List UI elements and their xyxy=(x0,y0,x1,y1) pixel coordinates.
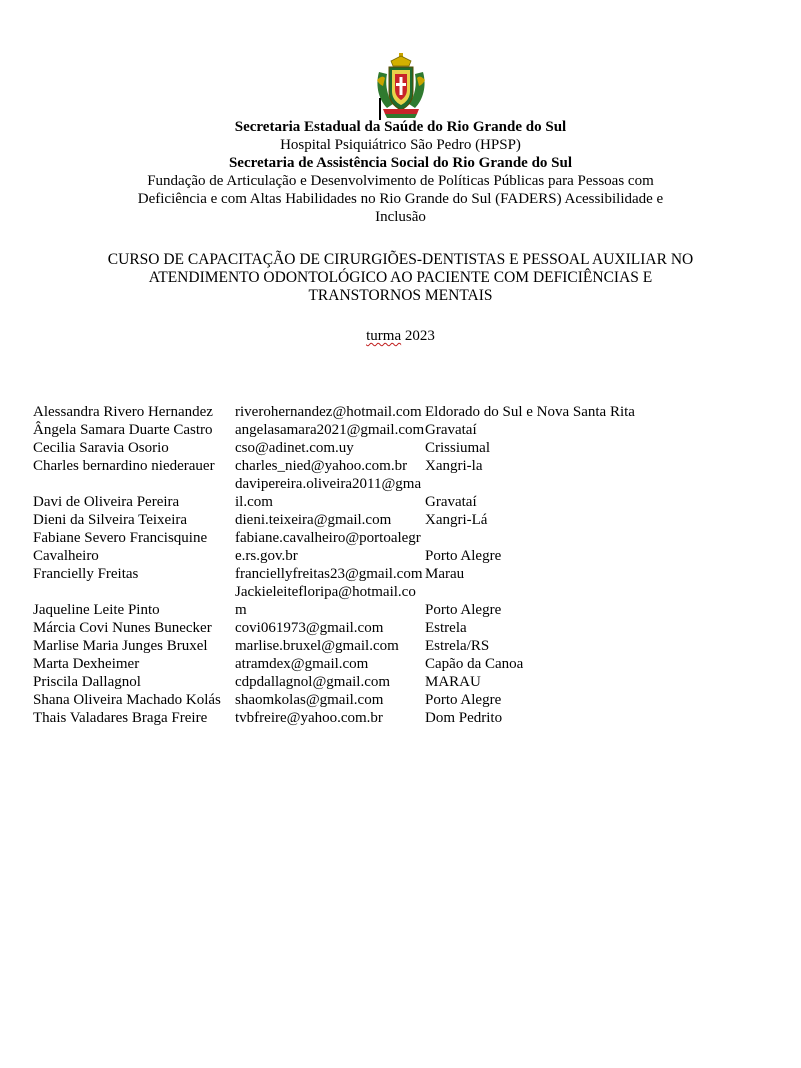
participant-city: Xangri-Lá xyxy=(425,512,488,528)
participant-name: Jaqueline Leite Pinto xyxy=(33,602,160,618)
class-year xyxy=(60,328,741,345)
participant-email: cso@adinet.com.uy xyxy=(235,440,354,456)
participant-city: Crissiumal xyxy=(425,440,491,456)
table-row xyxy=(33,619,685,637)
participant-name: Francielly Freitas xyxy=(33,566,139,582)
participant-email: fabiane.cavalheiro@portoalegre.rs.gov.br xyxy=(235,530,421,564)
header-secretaria-assistencia: Secretaria de Assistência Social do Rio Grande do Sul xyxy=(228,155,573,171)
participant-name: Marta Dexheimer xyxy=(33,656,140,672)
course-title-line1: CURSO DE CAPACITAÇÃO DE CIRURGIÕES-DENTISTAS E PESSOAL AUXILIAR NO xyxy=(107,251,694,268)
header-fundacao-line1: Fundação de Articulação e Desenvolvimento de Políticas Públicas para Pessoas com xyxy=(147,173,654,189)
table-row xyxy=(33,439,685,457)
participant-email: angelasamara2021@gmail.com xyxy=(235,422,425,438)
participant-email: atramdex@gmail.com xyxy=(235,656,369,672)
table-row xyxy=(33,511,685,529)
participant-city: Marau xyxy=(425,566,465,582)
participant-name: Fabiane Severo Francisquine Cavalheiro xyxy=(33,530,208,564)
course-title-line2: ATENDIMENTO ODONTOLÓGICO AO PACIENTE COM DEFICIÊNCIAS E xyxy=(148,269,653,286)
participant-email: dieni.teixeira@gmail.com xyxy=(235,512,392,528)
participant-name: Cecilia Saravia Osorio xyxy=(33,440,169,456)
header-secretaria-saude: Secretaria Estadual da Saúde do Rio Grande do Sul xyxy=(234,119,567,135)
table-row xyxy=(33,475,685,511)
participant-name: Marlise Maria Junges Bruxel xyxy=(33,638,208,654)
table-row xyxy=(33,421,685,439)
participant-city: Estrela/RS xyxy=(425,638,490,654)
participant-city: Dom Pedrito xyxy=(425,710,503,726)
header-hospital: Hospital Psiquiátrico São Pedro (HPSP) xyxy=(280,137,521,153)
participant-email: covi061973@gmail.com xyxy=(235,620,384,636)
participant-city: Porto Alegre xyxy=(425,692,502,708)
participant-name: Alessandra Rivero Hernandez xyxy=(33,404,213,420)
participant-name: Dieni da Silveira Teixeira xyxy=(33,512,188,528)
table-row xyxy=(33,673,685,691)
participant-email: marlise.bruxel@gmail.com xyxy=(235,638,399,654)
course-title xyxy=(60,251,741,305)
table-row xyxy=(33,709,685,727)
participant-city: Eldorado do Sul e Nova Santa Rita xyxy=(425,404,635,420)
table-row xyxy=(33,457,685,475)
participant-email: Jackieleitefloripa@hotmail.com xyxy=(235,584,416,618)
participant-email: shaomkolas@gmail.com xyxy=(235,692,384,708)
document-header xyxy=(60,118,741,226)
table-row xyxy=(33,403,685,421)
table-row xyxy=(33,655,685,673)
table-row xyxy=(33,529,685,565)
table-row xyxy=(33,691,685,709)
participant-email: cdpdallagnol@gmail.com xyxy=(235,674,391,690)
participant-name: Márcia Covi Nunes Bunecker xyxy=(33,620,212,636)
participant-name: Charles bernardino niederauer xyxy=(33,458,215,474)
participant-name: Shana Oliveira Machado Kolás xyxy=(33,692,221,708)
participant-city: Gravataí xyxy=(425,422,477,438)
table-row xyxy=(33,583,685,619)
table-row xyxy=(33,565,685,583)
participant-city: Porto Alegre xyxy=(425,602,502,618)
participant-name: Ângela Samara Duarte Castro xyxy=(33,422,213,438)
participant-name: Davi de Oliveira Pereira xyxy=(33,494,180,510)
header-fundacao-line3: Inclusão xyxy=(375,209,426,225)
participant-email: franciellyfreitas23@gmail.com xyxy=(235,566,423,582)
participant-city: Xangri-la xyxy=(425,458,483,474)
participant-city: MARAU xyxy=(425,674,481,690)
participant-name: Thais Valadares Braga Freire xyxy=(33,710,208,726)
participant-city: Gravataí xyxy=(425,494,477,510)
class-label: turma xyxy=(366,328,402,344)
participant-name: Priscila Dallagnol xyxy=(33,674,141,690)
participant-table xyxy=(33,403,685,727)
table-row xyxy=(33,637,685,655)
participant-city: Porto Alegre xyxy=(425,548,502,564)
course-title-line3: TRANSTORNOS MENTAIS xyxy=(308,287,493,304)
state-coat-of-arms-icon xyxy=(373,52,429,120)
participant-city: Capão da Canoa xyxy=(425,656,524,672)
participant-email: davipereira.oliveira2011@gmail.com xyxy=(235,476,422,510)
class-year-value: 2023 xyxy=(404,328,435,344)
participant-email: tvbfreire@yahoo.com.br xyxy=(235,710,383,726)
participant-city: Estrela xyxy=(425,620,467,636)
header-fundacao-line2: Deficiência e com Altas Habilidades no Rio Grande do Sul (FADERS) Acessibilidade e xyxy=(137,191,664,207)
participant-email: charles_nied@yahoo.com.br xyxy=(235,458,408,474)
participant-email: riverohernandez@hotmail.com xyxy=(235,404,422,420)
